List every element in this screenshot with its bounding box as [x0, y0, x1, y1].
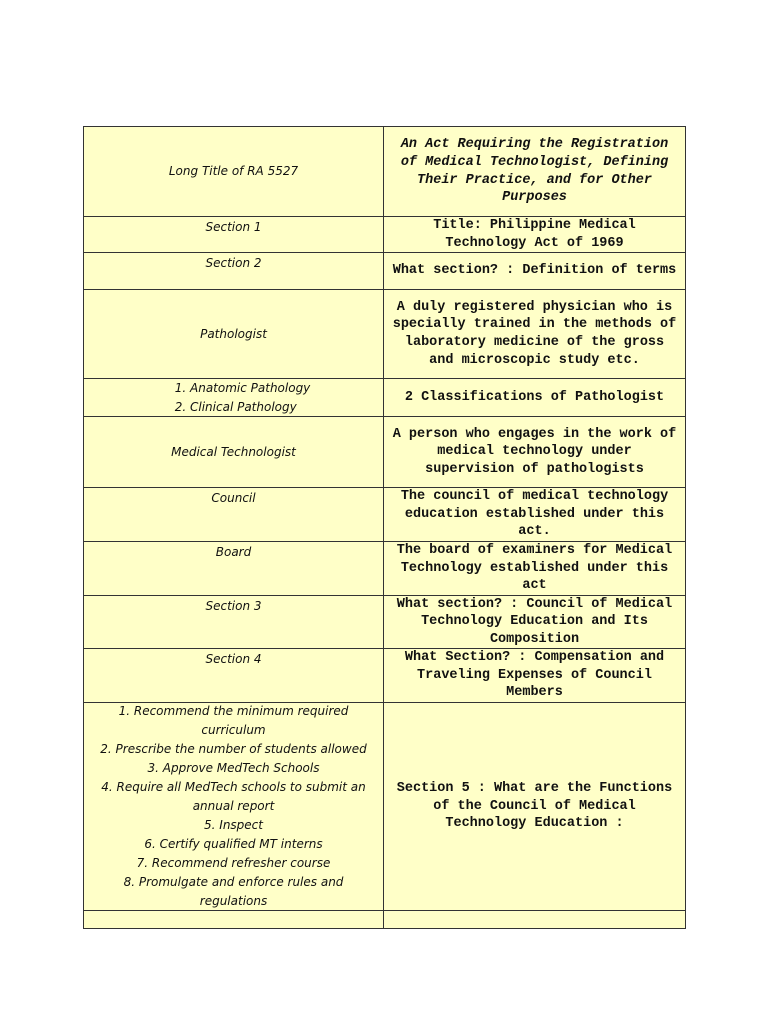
- definition-cell: What section? : Council of Medical Technology Education and Its Composition: [396, 596, 673, 647]
- council-functions-list: [90, 703, 377, 911]
- definition-cell: A person who engages in the work of medical technology under supervision of pathologists: [392, 426, 677, 477]
- pathology-classification-list: [90, 379, 377, 417]
- term-cell: Section 4: [84, 649, 384, 702]
- definition-cell: Title: Philippine Medical Technology Act of 1969: [433, 217, 636, 251]
- list-item: 2. Prescribe the number of students allowed: [100, 742, 367, 756]
- table-row: [84, 596, 685, 649]
- list-item: 8. Promulgate and enforce rules and regulations: [123, 875, 344, 908]
- list-item: 3. Approve MedTech Schools: [147, 761, 320, 775]
- definition-cell: An Act Requiring the Registration of Medical Technologist, Defining Their Practice, and for Other Purposes: [400, 137, 669, 206]
- definition-cell: The board of examiners for Medical Technology established under this act: [396, 543, 673, 594]
- definition-cell: Section 5 : What are the Functions of the Council of Medical Technology Education :: [396, 781, 673, 832]
- term-cell: Section 2: [84, 253, 384, 289]
- list-item: 2. Clinical Pathology: [190, 398, 377, 417]
- table-row: [84, 911, 685, 928]
- table-row: [84, 217, 685, 253]
- list-item: 4. Require all MedTech schools to submit an annual report: [101, 780, 366, 813]
- definition-cell: [384, 911, 685, 928]
- list-item: 6. Certify qualified MT interns: [144, 837, 323, 851]
- term-cell: [84, 703, 384, 910]
- term-cell: Section 3: [84, 596, 384, 648]
- term-cell: Long Title of RA 5527: [84, 127, 384, 216]
- table-row: [84, 379, 685, 417]
- definition-cell: The council of medical technology education established under this act.: [400, 489, 669, 540]
- ra5527-table: [83, 126, 686, 929]
- table-row: [84, 253, 685, 290]
- table-row: [84, 703, 685, 911]
- term-cell: Council: [84, 488, 384, 541]
- list-item: 7. Recommend refresher course: [136, 856, 331, 870]
- term-cell: Medical Technologist: [84, 417, 384, 487]
- term-cell: [84, 911, 384, 928]
- definition-cell: What Section? : Compensation and Traveling Expenses of Council Members: [404, 650, 665, 701]
- term-cell: [84, 379, 384, 416]
- list-item: 5. Inspect: [204, 818, 263, 832]
- definition-cell: What section? : Definition of terms: [392, 263, 677, 279]
- table-row: [84, 290, 685, 379]
- term-cell: Board: [84, 542, 384, 595]
- table-row: [84, 649, 685, 703]
- term-cell: Section 1: [84, 217, 384, 252]
- table-row: [84, 417, 685, 488]
- list-item: 1. Anatomic Pathology: [190, 379, 377, 398]
- list-item: 1. Recommend the minimum required curriculum: [118, 704, 349, 737]
- definition-cell: 2 Classifications of Pathologist: [404, 389, 665, 405]
- table-row: [84, 127, 685, 217]
- term-cell: Pathologist: [84, 290, 384, 378]
- table-row: [84, 542, 685, 596]
- table-row: [84, 488, 685, 542]
- definition-cell: A duly registered physician who is specially trained in the methods of laboratory medicine of the gross and microscopic study etc.: [392, 299, 677, 368]
